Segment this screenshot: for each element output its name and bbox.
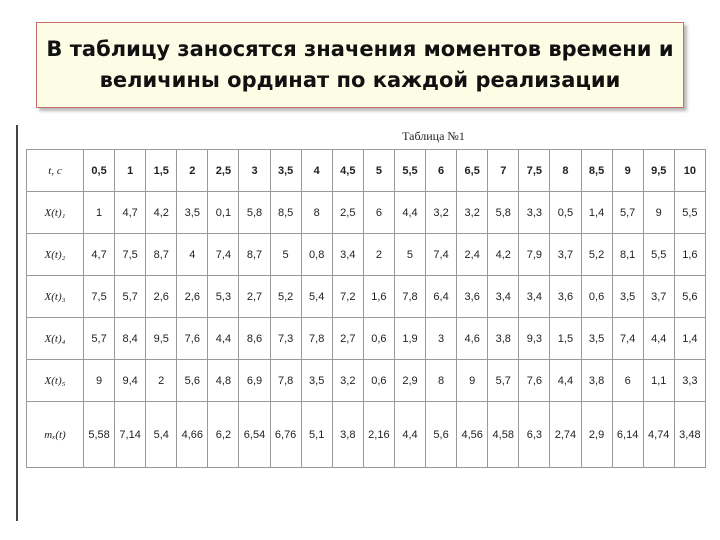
- table-cell: 2: [363, 234, 394, 276]
- table-cell: 8: [301, 192, 332, 234]
- row-label: X(t)₁: [27, 192, 84, 234]
- table-cell: 4,4: [208, 318, 239, 360]
- table-cell: 2,6: [146, 276, 177, 318]
- table-cell: 1,4: [674, 318, 705, 360]
- table-cell: 7,6: [519, 360, 550, 402]
- table-cell: 7,6: [177, 318, 208, 360]
- table-cell: 5: [270, 234, 301, 276]
- table-cell: 3,8: [332, 402, 363, 468]
- table-cell: 3,8: [581, 360, 612, 402]
- table-cell: 8,1: [612, 234, 643, 276]
- table-cell: 9,5: [146, 318, 177, 360]
- table-cell: 7,5: [519, 150, 550, 192]
- table-cell: 5,5: [674, 192, 705, 234]
- table-cell: 7,2: [332, 276, 363, 318]
- table-cell: 9,5: [643, 150, 674, 192]
- table-cell: 3,5: [270, 150, 301, 192]
- table-cell: 0,6: [581, 276, 612, 318]
- table-cell: 2,7: [239, 276, 270, 318]
- table-row: [27, 402, 706, 468]
- table-cell: 7,9: [519, 234, 550, 276]
- table-cell: 3,6: [550, 276, 581, 318]
- table-cell: 3,8: [488, 318, 519, 360]
- table-cell: 9: [457, 360, 488, 402]
- table-cell: 9: [612, 150, 643, 192]
- table-cell: 8,6: [239, 318, 270, 360]
- table-cell: 9: [643, 192, 674, 234]
- table-cell: 3: [426, 318, 457, 360]
- table-row: [27, 234, 706, 276]
- table-cell: 4,58: [488, 402, 519, 468]
- table-cell: 7,4: [208, 234, 239, 276]
- scanned-table-image: [16, 125, 709, 521]
- table-cell: 4,56: [457, 402, 488, 468]
- table-cell: 3,6: [457, 276, 488, 318]
- table-cell: 3: [239, 150, 270, 192]
- table-cell: 3,3: [674, 360, 705, 402]
- table-cell: 4,2: [146, 192, 177, 234]
- table-cell: 3,2: [457, 192, 488, 234]
- slide-title-line-2: величины ординат по каждой реализации: [99, 68, 621, 92]
- table-cell: 8: [426, 360, 457, 402]
- table-cell: 5,3: [208, 276, 239, 318]
- table-cell: 5,6: [674, 276, 705, 318]
- table-cell: 3,7: [643, 276, 674, 318]
- table-cell: 5: [394, 234, 425, 276]
- table-cell: 6,4: [426, 276, 457, 318]
- table-cell: 1,4: [581, 192, 612, 234]
- table-cell: 4,2: [488, 234, 519, 276]
- table-cell: 2: [177, 150, 208, 192]
- table-cell: 10: [674, 150, 705, 192]
- table-cell: 2: [146, 360, 177, 402]
- table-cell: 7: [488, 150, 519, 192]
- table-cell: 6,5: [457, 150, 488, 192]
- table-cell: 2,9: [394, 360, 425, 402]
- row-label: mₓ(t): [27, 402, 84, 468]
- table-cell: 8,7: [146, 234, 177, 276]
- table-cell: 3,5: [301, 360, 332, 402]
- table-cell: 0,5: [84, 150, 115, 192]
- slide-title-box: [36, 22, 684, 108]
- table-cell: 4: [177, 234, 208, 276]
- table-row: [27, 192, 706, 234]
- table-cell: 8,5: [581, 150, 612, 192]
- table-cell: 4,4: [643, 318, 674, 360]
- slide-title: [38, 34, 681, 96]
- table-cell: 7,14: [115, 402, 146, 468]
- table-cell: 3,3: [519, 192, 550, 234]
- table-cell: 2,5: [208, 150, 239, 192]
- table-cell: 7,5: [115, 234, 146, 276]
- table-cell: 8,4: [115, 318, 146, 360]
- table-cell: 7,4: [426, 234, 457, 276]
- table-cell: 5,6: [426, 402, 457, 468]
- table-cell: 2,16: [363, 402, 394, 468]
- table-cell: 3,2: [332, 360, 363, 402]
- table-cell: 8,5: [270, 192, 301, 234]
- table-cell: 6: [363, 192, 394, 234]
- table-cell: 7,3: [270, 318, 301, 360]
- table-cell: 5: [363, 150, 394, 192]
- row-label: X(t)₃: [27, 276, 84, 318]
- table-cell: 7,8: [270, 360, 301, 402]
- data-table: [26, 149, 706, 468]
- table-cell: 8,7: [239, 234, 270, 276]
- table-cell: 4,7: [115, 192, 146, 234]
- table-cell: 1: [115, 150, 146, 192]
- table-cell: 5,4: [301, 276, 332, 318]
- table-cell: 4,6: [457, 318, 488, 360]
- table-cell: 5,2: [270, 276, 301, 318]
- table-cell: 5,6: [177, 360, 208, 402]
- table-cell: 9: [84, 360, 115, 402]
- table-cell: 5,7: [84, 318, 115, 360]
- table-cell: 5,1: [301, 402, 332, 468]
- table-cell: 9,4: [115, 360, 146, 402]
- table-row: [27, 360, 706, 402]
- table-cell: 4,74: [643, 402, 674, 468]
- table-cell: 5,8: [488, 192, 519, 234]
- table-cell: 4,4: [394, 192, 425, 234]
- table-cell: 1,6: [674, 234, 705, 276]
- table-cell: 6,2: [208, 402, 239, 468]
- table-cell: 1,5: [550, 318, 581, 360]
- table-cell: 6,14: [612, 402, 643, 468]
- table-cell: 0,5: [550, 192, 581, 234]
- table-cell: 6,54: [239, 402, 270, 468]
- table-cell: 8: [550, 150, 581, 192]
- table-cell: 2,9: [581, 402, 612, 468]
- table-cell: 4,5: [332, 150, 363, 192]
- table-cell: 3,5: [612, 276, 643, 318]
- table-cell: 0,6: [363, 318, 394, 360]
- table-cell: 1: [84, 192, 115, 234]
- table-cell: 2,4: [457, 234, 488, 276]
- table-cell: 5,7: [488, 360, 519, 402]
- table-cell: 4,4: [394, 402, 425, 468]
- table-caption: Таблица №1: [402, 129, 465, 143]
- table-cell: 5,5: [643, 234, 674, 276]
- table-cell: 2,6: [177, 276, 208, 318]
- table-row: [27, 318, 706, 360]
- table-cell: 0,8: [301, 234, 332, 276]
- table-cell: 4: [301, 150, 332, 192]
- table-cell: 4,4: [550, 360, 581, 402]
- table-row: [27, 276, 706, 318]
- table-cell: 5,4: [146, 402, 177, 468]
- table-cell: 6: [426, 150, 457, 192]
- table-cell: 1,9: [394, 318, 425, 360]
- table-cell: 5,8: [239, 192, 270, 234]
- table-cell: 7,4: [612, 318, 643, 360]
- table-cell: 3,4: [332, 234, 363, 276]
- table-cell: 2,7: [332, 318, 363, 360]
- table-cell: 4,7: [84, 234, 115, 276]
- table-cell: 7,5: [84, 276, 115, 318]
- table-cell: 9,3: [519, 318, 550, 360]
- table-cell: 5,58: [84, 402, 115, 468]
- table-cell: 2,74: [550, 402, 581, 468]
- table-cell: 0,6: [363, 360, 394, 402]
- row-label: X(t)₅: [27, 360, 84, 402]
- table-cell: 2,5: [332, 192, 363, 234]
- table-cell: 6,9: [239, 360, 270, 402]
- table-cell: 5,7: [612, 192, 643, 234]
- table-cell: 3,7: [550, 234, 581, 276]
- table-cell: 1,5: [146, 150, 177, 192]
- table-cell: 4,8: [208, 360, 239, 402]
- data-table-body: [27, 150, 706, 468]
- table-cell: 6,76: [270, 402, 301, 468]
- table-cell: 1,1: [643, 360, 674, 402]
- table-cell: 1,6: [363, 276, 394, 318]
- table-cell: 5,2: [581, 234, 612, 276]
- table-cell: 6,3: [519, 402, 550, 468]
- table-cell: 5,7: [115, 276, 146, 318]
- row-label: t, c: [27, 150, 84, 192]
- table-cell: 3,4: [488, 276, 519, 318]
- table-cell: 3,5: [581, 318, 612, 360]
- slide-title-line-1: В таблицу заносятся значения моментов времени и: [46, 37, 674, 61]
- table-cell: 7,8: [394, 276, 425, 318]
- table-cell: 3,2: [426, 192, 457, 234]
- table-cell: 5,5: [394, 150, 425, 192]
- row-label: X(t)₂: [27, 234, 84, 276]
- table-cell: 7,8: [301, 318, 332, 360]
- table-cell: 3,48: [674, 402, 705, 468]
- table-cell: 0,1: [208, 192, 239, 234]
- table-cell: 3,5: [177, 192, 208, 234]
- table-caption-wrap: [18, 129, 709, 144]
- table-cell: 3,4: [519, 276, 550, 318]
- table-header-row: [27, 150, 706, 192]
- table-cell: 6: [612, 360, 643, 402]
- table-cell: 4,66: [177, 402, 208, 468]
- row-label: X(t)₄: [27, 318, 84, 360]
